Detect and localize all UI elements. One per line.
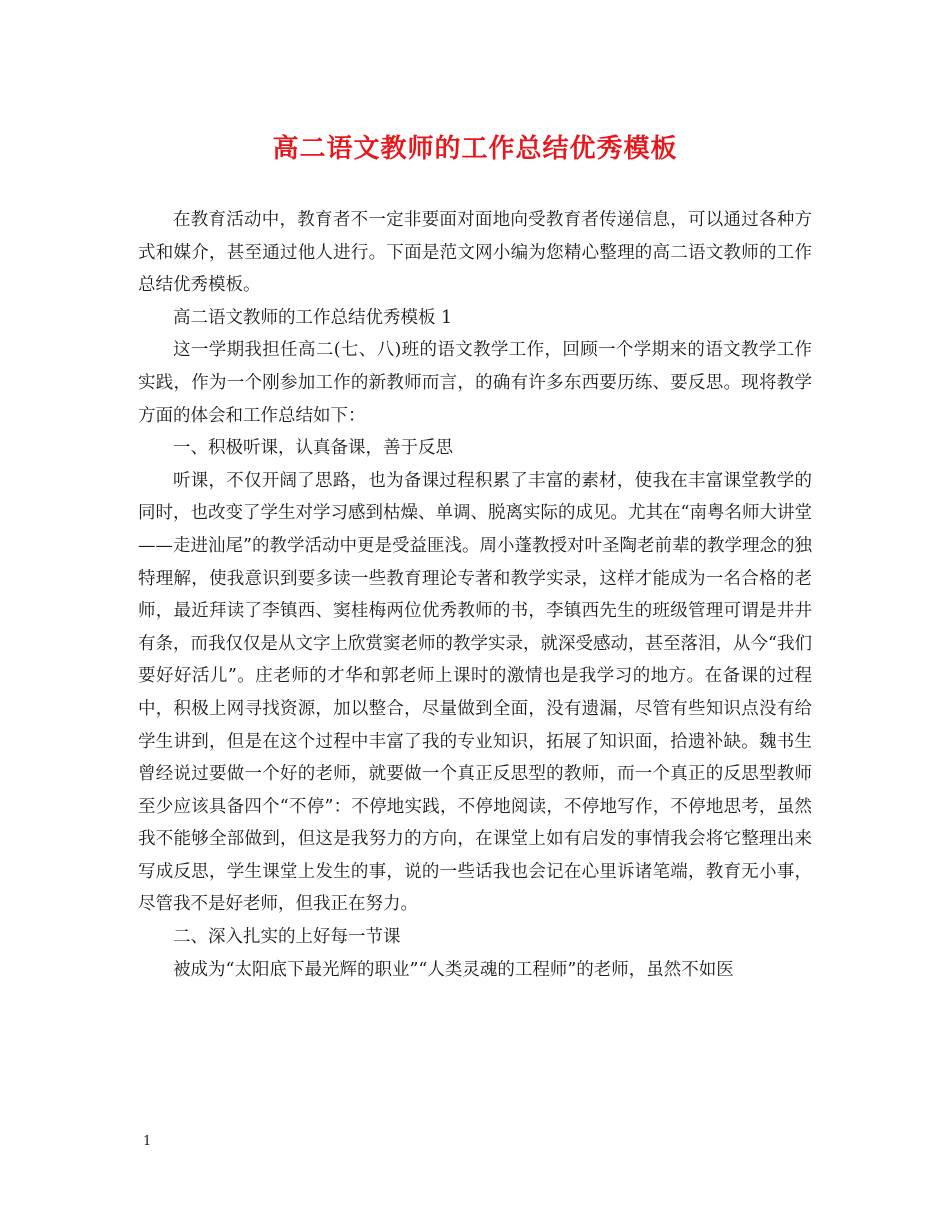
body-paragraph: 听课，不仅开阔了思路，也为备课过程积累了丰富的素材，使我在丰富课堂教学的同时，也改变了学生对学习感到枯燥、单调、脱离实际的成见。尤其在“南粤名师大讲堂——走进汕尾”的教学活动中更是受益匪浅。周小蓬教授对叶圣陶老前辈的教学理念的独特理解，使我意识到要多读一些教育理论专著和教学实录，这样才能成为一名合格的老师，最近拜读了李镇西、窦桂梅两位优秀教师的书，李镇西先生的班级管理可谓是井井有条，而我仅仅是从文字上欣赏窦老师的教学实录，就深受感动，甚至落泪，从今“我们要好好活儿”。庄老师的才华和郭老师上课时的激情也是我学习的地方。在备课的过程中，积极上网寻找资源，加以整合，尽量做到全面，没有遗漏，尽管有些知识点没有给学生讲到，但是在这个过程中丰富了我的专业知识，拓展了知识面，拾遗补缺。魏书生曾经说过要做一个好的老师，就要做一个真正反思型的教师，而一个真正的反思型教师至少应该具备四个“不停”：不停地实践，不停地阅读，不停地写作，不停地思考，虽然我不能够全部做到，但这是我努力的方向，在课堂上如有启发的事情我会将它整理出来写成反思，学生课堂上发生的事，说的一些话我也会记在心里诉诸笔端，教育无小事，尽管我不是好老师，但我正在努力。 [138,470,812,915]
heading-2: 二、深入扎实的上好每一节课 [173,927,401,948]
document-title: 高二语文教师的工作总结优秀模板 [272,134,678,164]
page-number: 1 [143,1134,152,1149]
document-body [138,204,812,986]
body-paragraph: 被成为“太阳底下最光辉的职业”“人类灵魂的工程师”的老师，虽然不如医 [173,959,734,980]
intro-paragraph: 在教育活动中，教育者不一定非要面对面地向受教育者传递信息，可以通过各种方式和媒介，甚至通过他人进行。下面是范文网小编为您精心整理的高二语文教师的工作总结优秀模板。 [138,210,812,296]
section-title: 高二语文教师的工作总结优秀模板 1 [173,307,453,328]
heading-1: 一、积极听课，认真备课，善于反思 [173,438,453,459]
body-paragraph: 这一学期我担任高二(七、八)班的语文教学工作，回顾一个学期来的语文教学工作实践，作为一个刚参加工作的新教师而言，的确有许多东西要历练、要反思。现将教学方面的体会和工作总结如下： [138,340,812,426]
